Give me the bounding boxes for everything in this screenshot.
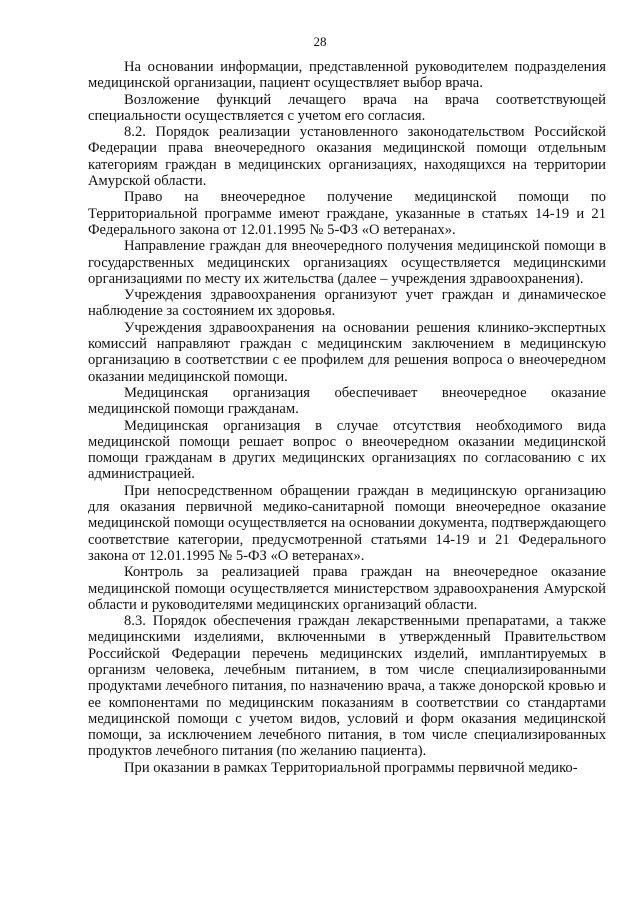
page-number: 28 bbox=[313, 34, 327, 49]
paragraph: Медицинская организация в случае отсутствия необходимого вида медицинской помощи решает вопрос о внеочередном оказании медицинской помощи гражданам в других медицинских организациях по согласованию с их администрацией. bbox=[88, 417, 606, 483]
paragraph: Учреждения здравоохранения на основании решения клинико-экспертных комиссий направляют граждан с медицинским заключением в медицинскую организацию в соответствии с ее профилем для решения вопроса о внеочередном оказании медицинской помощи. bbox=[88, 319, 606, 385]
paragraph: Медицинская организация обеспечивает внеочередное оказание медицинской помощи гражданам. bbox=[88, 384, 606, 418]
paragraph: Учреждения здравоохранения организуют учет граждан и динамическое наблюдение за состоянием их здоровья. bbox=[88, 287, 606, 320]
document-body bbox=[88, 59, 606, 776]
paragraph: 8.3. Порядок обеспечения граждан лекарственными препаратами, а также медицинскими изделиями, включенными в утвержденный Правительством Российской Федерации перечень медицинских изделий, имплантируемых в организм человека, лечебным питанием, в том числе специализированными продуктами лечебного питания, по назначению врача, а также донорской кровью и ее компонентами по медицинским показаниям в соответствии со стандартами медицинской помощи с учетом видов, условий и форм оказания медицинской помощи, за исключением лечебного питания, в том числе специализированных продуктов лечебного питания (по желанию пациента). bbox=[88, 613, 606, 760]
paragraph: 8.2. Порядок реализации установленного законодательством Российской Федерации права внеочередного оказания медицинской помощи отдельным категориям граждан в медицинских организациях, находящихся на территории Амурской области. bbox=[88, 124, 606, 190]
paragraph: При непосредственном обращении граждан в медицинскую организацию для оказания первичной медико-санитарной помощи внеочередное оказание медицинской помощи осуществляется на основании документа, подтверждающего соответствие категории, предусмотренной статьями 14-19 и 21 Федерального закона от 12.01.1995 № 5-ФЗ «О ветеранах». bbox=[88, 482, 606, 564]
paragraph: На основании информации, представленной руководителем подразделения медицинской организации, пациент осуществляет выбор врача. bbox=[88, 59, 606, 92]
paragraph: Право на внеочередное получение медицинской помощи по Территориальной программе имеют граждане, указанные в статьях 14-19 и 21 Федерального закона от 12.01.1995 № 5-ФЗ «О ветеранах». bbox=[88, 189, 606, 238]
paragraph: Направление граждан для внеочередного получения медицинской помощи в государственных медицинских организациях осуществляется медицинскими организациями по месту их жительства (далее – учреждения здравоохранения). bbox=[88, 238, 606, 287]
paragraph: Контроль за реализацией права граждан на внеочередное оказание медицинской помощи осуществляется министерством здравоохранения Амурской области и руководителями медицинских организаций области. bbox=[88, 564, 606, 613]
paragraph: Возложение функций лечащего врача на врача соответствующей специальности осуществляется с учетом его согласия. bbox=[88, 91, 606, 124]
paragraph: При оказании в рамках Территориальной программы первичной медико- bbox=[124, 759, 578, 776]
